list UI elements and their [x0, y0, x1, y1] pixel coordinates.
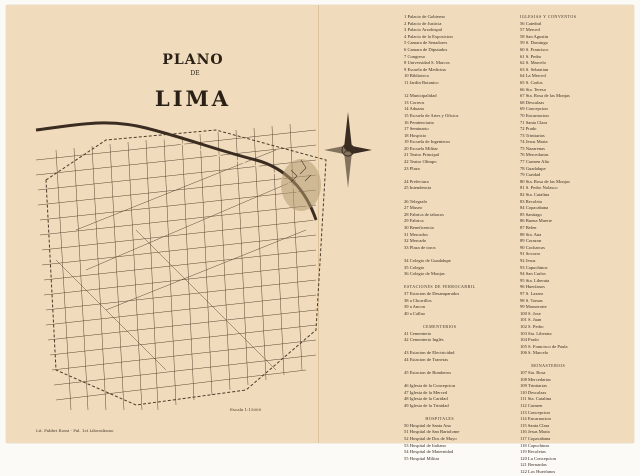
legend-entry: 78 Guadalupe	[520, 165, 546, 171]
legend-entry: HOSPITALES	[425, 416, 455, 422]
legend-entry: 64 La Merced	[520, 73, 546, 79]
legend-entry: 108 Mercedarias	[520, 376, 551, 382]
legend-entry: 5 Camara de Senadores	[404, 40, 448, 46]
legend-entry: 23 Plaza	[404, 165, 420, 171]
river-bank	[36, 129, 316, 226]
legend-entry: 4 Palacio de la Exposicion	[404, 33, 453, 39]
legend-entry: 25 Intendencia	[404, 185, 432, 191]
legend-entry: 86 Buena Muerte	[520, 218, 552, 224]
legend-entry: 38 a Chorrillos	[404, 297, 432, 303]
legend-entry: 21 Teatro Principal	[404, 152, 440, 158]
scale-note: Escala 1:15000	[230, 407, 262, 412]
legend-entry: 90 Cocharcas	[520, 244, 545, 250]
legend-entry: 9 Escuela de Medicina	[404, 66, 446, 72]
legend-entry	[404, 377, 476, 384]
legend-entry: 104 Prado	[520, 337, 539, 343]
legend-entry	[404, 251, 476, 258]
legend-entry: 81 S. Pedro Nolasco	[520, 185, 558, 191]
legend-entry: 109 Trinitarias	[520, 383, 547, 389]
compass-rose	[320, 108, 376, 192]
legend-entry: 50 Hospital de Santa Ana	[404, 422, 451, 428]
legend-entry: 52 Hospital de Dos de Mayo	[404, 436, 457, 441]
legend-entry: 17 Seminario	[404, 126, 429, 132]
legend-entry: 65 S. Carlos	[520, 79, 543, 85]
legend-entry: 8 Universidad S. Marcos	[404, 60, 450, 66]
legend-entry: 59 S. Domingo	[520, 40, 548, 46]
legend-entry: 95 Sta. Liberata	[520, 277, 550, 283]
legend-entry: 28 Fabrica de tabacos	[404, 211, 444, 217]
legend-entry: 44 Estacion de Tranvias	[404, 356, 449, 362]
legend-entry: MONASTERIOS	[531, 363, 566, 369]
legend-entry: 116 Jesus Maria	[520, 429, 550, 435]
legend-entry: 122 Los Huerfanos	[520, 468, 556, 474]
legend-entry: 22 Teatro Olimpo	[404, 159, 437, 165]
legend-entry: 3 Palacio Arzobispal	[404, 27, 443, 33]
legend-entry: 120 La Concepcion	[520, 455, 556, 461]
legend-entry: 37 Estacion de Desamparados	[404, 290, 460, 296]
legend-entry: 54 Hospital de Maternidad	[404, 449, 454, 455]
legend-entry: 42 Cementerio Inglés	[404, 337, 444, 343]
legend-entry: 96 Huerfanos	[520, 284, 545, 290]
legend-entry: 40 a Callao	[404, 310, 425, 316]
legend-entry: 33 Plaza de toros	[404, 244, 436, 250]
legend-entry: 103 Sta. Liberata	[520, 330, 552, 336]
legend-entry: 14 Aduana	[404, 106, 424, 112]
legend-entry: 63 S. Sebastian	[520, 66, 549, 72]
legend-entry: 49 Iglesia de la Trinidad	[404, 403, 449, 409]
legend-entry: 73 Trinitarias	[520, 132, 545, 138]
legend-entry: 36 Colegio de Monjas	[404, 271, 445, 277]
legend-entry: 91 Socorro	[520, 251, 541, 257]
legend-entry: 47 Iglesia de la Merced	[404, 389, 448, 395]
legend-entry: 72 Prado	[520, 126, 537, 132]
legend-entry: 88 Sta. Ana	[520, 231, 542, 237]
legend-entry: 58 San Agustin	[520, 33, 549, 39]
legend-entry: 121 Bernardas	[520, 462, 547, 468]
legend-entry: 56 Catedral	[520, 20, 542, 26]
legend-entry: 68 Descalzas	[520, 99, 545, 105]
legend-entry: 107 Sta. Rosa	[520, 370, 546, 376]
legend-column-2	[520, 14, 577, 476]
legend-entry: 24 Prefectura	[404, 178, 429, 184]
legend-entry: 41 Cementerio	[404, 330, 432, 336]
legend-entry: 1 Palacio de Gobierno	[404, 14, 445, 19]
legend-entry: 105 S. Francisco de Paula	[520, 343, 568, 349]
legend-entry: 66 Sta. Teresa	[520, 86, 546, 92]
legend-entry	[404, 87, 476, 94]
legend-entry: 89 Corazon	[520, 238, 542, 244]
legend-entry: 83 Recoleta	[520, 198, 542, 204]
hill	[281, 159, 321, 211]
legend-entry: IGLESIAS Y CONVENTOS	[520, 14, 577, 19]
legend-entry: 55 Hospital Militar	[404, 455, 440, 461]
legend-entry: 43 Estacion de Electricidad	[404, 350, 455, 356]
legend-entry: 70 Encarnacion	[520, 112, 549, 118]
legend-entry: 48 Iglesia de la Caridad	[404, 396, 448, 402]
legend-entry: 118 Capuchinas	[520, 442, 550, 448]
legend-entry: 110 Descalzas	[520, 389, 547, 395]
legend-entry: 106 S. Marcelo	[520, 350, 549, 356]
legend-entry: 84 Copacabana	[520, 205, 549, 211]
legend-entry	[404, 172, 476, 179]
legend-entry: 94 San Carlos	[520, 271, 546, 277]
legend-entry: 15 Escuela de Artes y Oficios	[404, 112, 459, 118]
legend-column-1	[404, 14, 476, 462]
legend-entry: 6 Camara de Diputados	[404, 46, 448, 52]
legend-entry	[520, 357, 577, 364]
legend-entry: 31 Mercados	[404, 231, 428, 237]
legend-entry: 35 Colegio	[404, 264, 425, 270]
legend-entry: 60 S. Francisco	[520, 46, 549, 52]
legend-entry	[404, 344, 476, 351]
legend-entry: 39 a Ancon	[404, 304, 425, 310]
legend-entry: 26 Telegrafo	[404, 198, 428, 204]
legend-entry: 115 Santa Clara	[520, 422, 550, 428]
legend-entry: 46 Iglesia de la Concepcion	[404, 383, 456, 389]
map-title-de: DE	[190, 70, 200, 77]
legend-entry	[404, 192, 476, 199]
legend-entry: 77 Carmen Alto	[520, 159, 550, 165]
legend-entry: 98 S. Tomas	[520, 297, 543, 303]
legend-entry: 69 Concepcion	[520, 106, 548, 112]
legend-entry: 45 Estacion de Bomberos	[404, 370, 452, 376]
city-wall	[46, 130, 326, 405]
legend-entry: 16 Penitenciaria	[404, 119, 434, 125]
legend-entry: 97 S. Lazaro	[520, 290, 544, 296]
legend-entry: 79 Caridad	[520, 172, 541, 178]
legend-entry	[404, 317, 476, 324]
legend-entry: 92 Jesus	[520, 257, 536, 263]
legend-entry: 62 S. Marcelo	[520, 60, 546, 66]
legend-entry: 99 Monserrate	[520, 304, 547, 310]
map-title-plano: PLANO	[162, 52, 224, 68]
legend-entry: 112 Carmen	[520, 403, 543, 409]
legend-entry: 11 Jardin Botanico	[404, 79, 439, 85]
legend-entry: 119 Recoletas	[520, 449, 546, 455]
legend-entry: 100 S. Jose	[520, 310, 541, 316]
legend-entry: 82 Sta. Catalina	[520, 192, 550, 198]
legend-entry	[404, 363, 476, 370]
legend-entry: 30 Beneficencia	[404, 225, 434, 230]
legend-entry: 71 Santa Clara	[520, 119, 548, 125]
legend-entry: 67 Sta. Rosa de las Monjas	[520, 93, 570, 99]
legend-entry: 80 Sta. Rosa de las Monjas	[520, 178, 570, 184]
legend-entry: 51 Hospital de San Bartolome	[404, 429, 460, 435]
legend-entry: 2 Palacio de Justicia	[404, 20, 442, 26]
legend-entry	[404, 410, 476, 417]
map-title-lima: LIMA	[154, 86, 232, 111]
legend-entry: 111 Sta. Catalina	[520, 396, 552, 402]
legend-entry: 61 S. Pedro	[520, 53, 542, 59]
legend-entry: 53 Hospital de Italiano	[404, 442, 446, 448]
legend-entry: 74 Jesus Maria	[520, 139, 548, 145]
legend-entry: 76 Mercedarias	[520, 152, 549, 158]
legend-entry: 113 Concepcion	[520, 409, 550, 415]
legend-entry: 117 Copacabana	[520, 436, 551, 441]
imprint-note: Lit. Fabbri Rossi - Pal. 1st Liberalismo	[36, 428, 114, 433]
legend-entry: 101 S. Juan	[520, 317, 542, 323]
legend-entry: 87 Belen	[520, 225, 537, 230]
legend-entry: 29 Fabrica	[404, 218, 424, 224]
legend-entry: 19 Escuela de Ingenieros	[404, 139, 451, 145]
legend-entry: 20 Escuela Militar	[404, 145, 438, 151]
legend-entry: 7 Congreso	[404, 53, 426, 59]
legend-entry: 18 Hospicio	[404, 132, 427, 138]
legend-entry: 85 Santiago	[520, 211, 542, 217]
legend-entry: 34 Colegio de Guadalupe	[404, 257, 451, 263]
legend-entry: 102 S. Pedro	[520, 323, 544, 329]
legend-entry: 27 Museo	[404, 205, 423, 211]
legend-entry	[404, 278, 476, 285]
legend-entry: CEMENTERIOS	[423, 323, 457, 329]
legend-entry: 12 Municipalidad	[404, 93, 437, 99]
legend-entry: ESTACIONES DE FERROCARRIL	[404, 284, 476, 290]
legend-entry: 13 Correos	[404, 99, 425, 105]
legend-entry: 57 Merced	[520, 27, 540, 33]
legend-entry: 75 Nazarenas	[520, 145, 545, 151]
legend-entry: 114 Encarnacion	[520, 416, 551, 422]
legend-entry: 32 Mercado	[404, 238, 427, 244]
legend-entry: 10 Biblioteca	[404, 73, 429, 79]
legend-entry: 93 Capuchinos	[520, 264, 548, 270]
